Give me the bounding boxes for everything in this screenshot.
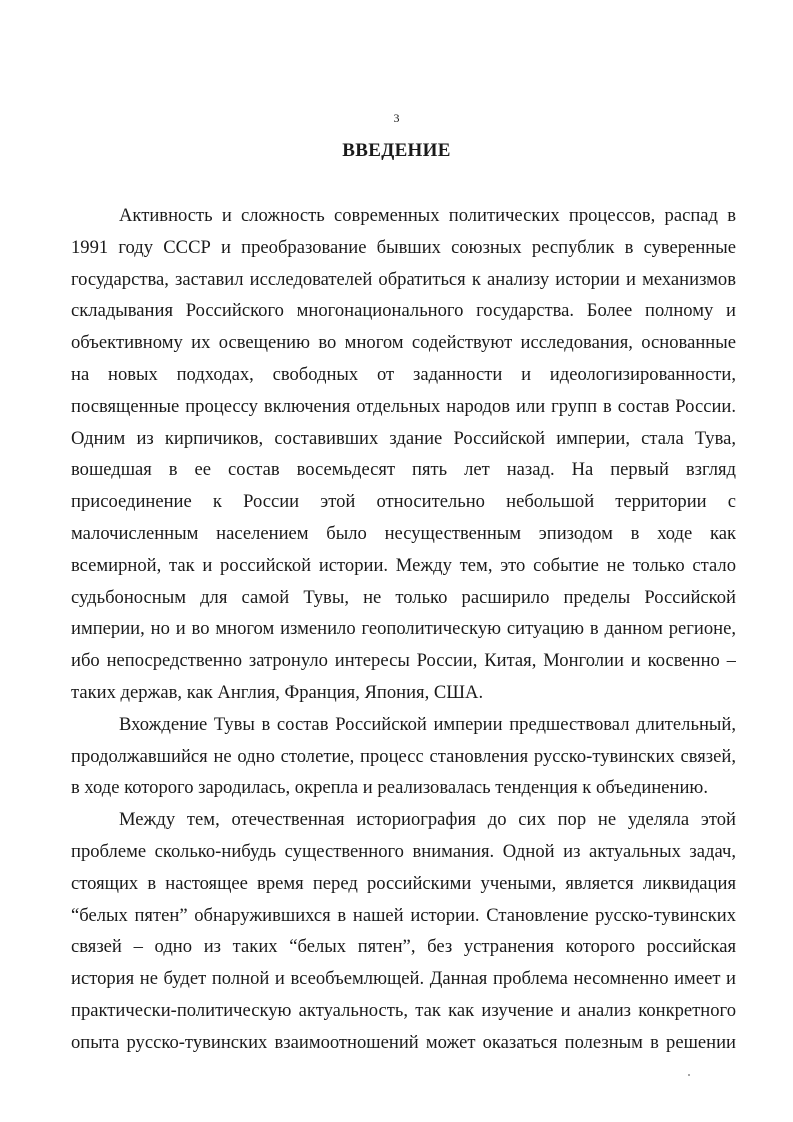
paragraph-3	[71, 804, 736, 1058]
scan-speck	[688, 1074, 690, 1076]
text-line: всемирной, так и российской истории. Между тем, это событие не только стало	[71, 554, 736, 576]
text-line: империи, но и во многом изменило геополитическую ситуацию в данном регионе,	[71, 618, 736, 640]
text-line: ибо непосредственно затронуло интересы России, Китая, Монголии и косвенно –	[71, 650, 736, 672]
text-line: опыта русско-тувинских взаимоотношений может оказаться полезным в решении	[71, 1031, 736, 1053]
text-line: судьбоносным для самой Тувы, не только расширило пределы Российской	[71, 586, 736, 608]
text-line: связей – одно из таких “белых пятен”, без устранения которого российская	[71, 936, 736, 958]
page-number: 3	[393, 111, 400, 125]
text-line: продолжавшийся не одно столетие, процесс становления русско-тувинских связей,	[71, 745, 736, 767]
text-line: таких держав, как Англия, Франция, Япония, США.	[71, 681, 484, 703]
text-line: “белых пятен” обнаружившихся в нашей истории. Становление русско-тувинских	[71, 904, 736, 926]
text-line: вошедшая в ее состав восемьдесят пять лет назад. На первый взгляд	[71, 459, 736, 481]
text-line: проблеме сколько-нибудь существенного внимания. Одной из актуальных задач,	[71, 840, 736, 862]
text-line: присоединение к России этой относительно небольшой территории с	[71, 491, 736, 513]
text-line: история не будет полной и всеобъемлющей. Данная проблема несомненно имеет и	[71, 968, 736, 990]
text-line: Между тем, отечественная историография до сих пор не уделяла этой	[119, 809, 736, 831]
text-line: складывания Российского многонационального государства. Более полному и	[71, 300, 736, 322]
paragraph-1	[71, 200, 736, 709]
text-line: государства, заставил исследователей обратиться к анализу истории и механизмов	[71, 268, 736, 290]
paragraph-2	[71, 709, 736, 804]
text-line: практически-политическую актуальность, так как изучение и анализ конкретного	[71, 999, 736, 1021]
text-line: 1991 году СССР и преобразование бывших союзных республик в суверенные	[71, 236, 736, 258]
text-line: в ходе которого зародилась, окрепла и реализовалась тенденция к объединению.	[71, 777, 708, 799]
text-line: объективному их освещению во многом содействуют исследования, основанные	[71, 332, 736, 354]
text-line: Одним из кирпичиков, составивших здание Российской империи, стала Тува,	[71, 427, 736, 449]
text-line: Активность и сложность современных политических процессов, распад в	[119, 205, 736, 226]
body-text	[71, 200, 736, 1059]
section-heading: ВВЕДЕНИЕ	[342, 140, 451, 161]
text-line: посвященные процессу включения отдельных народов или групп в состав России.	[71, 395, 736, 417]
text-line: Вхождение Тувы в состав Российской империи предшествовал длительный,	[119, 713, 736, 735]
text-line: на новых подходах, свободных от заданности и идеологизированности,	[71, 363, 736, 385]
text-line: стоящих в настоящее время перед российскими учеными, является ликвидация	[71, 872, 736, 894]
text-line: малочисленным населением было несущественным эпизодом в ходе как	[71, 522, 736, 544]
